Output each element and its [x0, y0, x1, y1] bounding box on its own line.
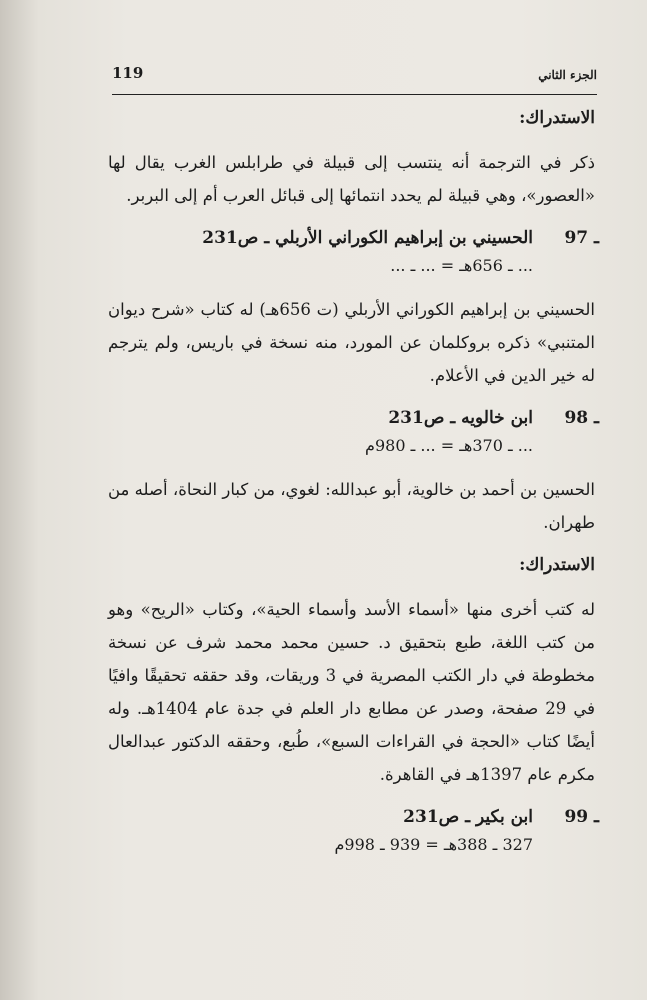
entry-99 — [108, 807, 599, 827]
entry-number-99: 99 ـ — [564, 807, 599, 827]
header-rule — [112, 94, 597, 95]
paragraph-entry-98: الحسين بن أحمد بن خالوية، أبو عبدالله: لغوي، من كبار النحاة، أصله من طهران. — [108, 480, 595, 532]
entry-98 — [108, 408, 599, 428]
section-heading-istidrak-1: الاستدراك: — [519, 108, 595, 128]
entry-dates-97: ... ـ 656هـ = ... ـ ... — [390, 256, 533, 275]
running-head: الجزء الثاني — [538, 68, 597, 82]
entry-title-99: ابن بكير ـ ص231 — [403, 807, 533, 827]
entry-title-98: ابن خالويه ـ ص231 — [388, 408, 533, 428]
section-heading-istidrak-2: الاستدراك: — [519, 555, 595, 575]
paragraph-entry-97: الحسيني بن إبراهيم الكوراني الأربلي (ت 656هـ) له كتاب «شرح ديوان المتنبي» ذكره بروكلمان عن المورد، منه نسخة في باريس، ولم يترجم له خير الدين في الأعلام. — [108, 300, 595, 385]
entry-dates-99: 327 ـ 388هـ = 939 ـ 998م — [334, 835, 533, 854]
page-header — [112, 64, 597, 94]
entry-dates-98: ... ـ 370هـ = ... ـ 980م — [365, 436, 533, 455]
paragraph-istidrak-2: له كتب أخرى منها «أسماء الأسد وأسماء الحية»، وكتاب «الريح» وهو من كتب اللغة، طبع بتحقيق د. حسين محمد محمد شرف عن نسخة مخطوطة في دار الكتب المصرية في 3 وريقات، وقد حققه تحقيقًا وافيًا في 29 صفحة، وصدر عن مطابع دار العلم في جدة عام 1404هـ. وله أيضًا كتاب «الحجة في القراءات السبع»، طُبع، وحققه الدكتور عبدالعال مكرم عام 1397هـ في القاهرة. — [108, 600, 595, 784]
entry-number-97: 97 ـ — [564, 228, 599, 248]
entry-number-98: 98 ـ — [564, 408, 599, 428]
page-body — [108, 108, 599, 872]
page-number: 119 — [112, 64, 144, 82]
paragraph-istidrak-1: ذكر في الترجمة أنه ينتسب إلى قبيلة في طرابلس الغرب يقال لها «العصور»، وهي قبيلة لم يحدد انتمائها إلى قبائل العرب أم إلى البربر. — [108, 153, 595, 205]
entry-97 — [108, 228, 599, 248]
entry-title-97: الحسيني بن إبراهيم الكوراني الأربلي ـ ص231 — [202, 228, 533, 248]
